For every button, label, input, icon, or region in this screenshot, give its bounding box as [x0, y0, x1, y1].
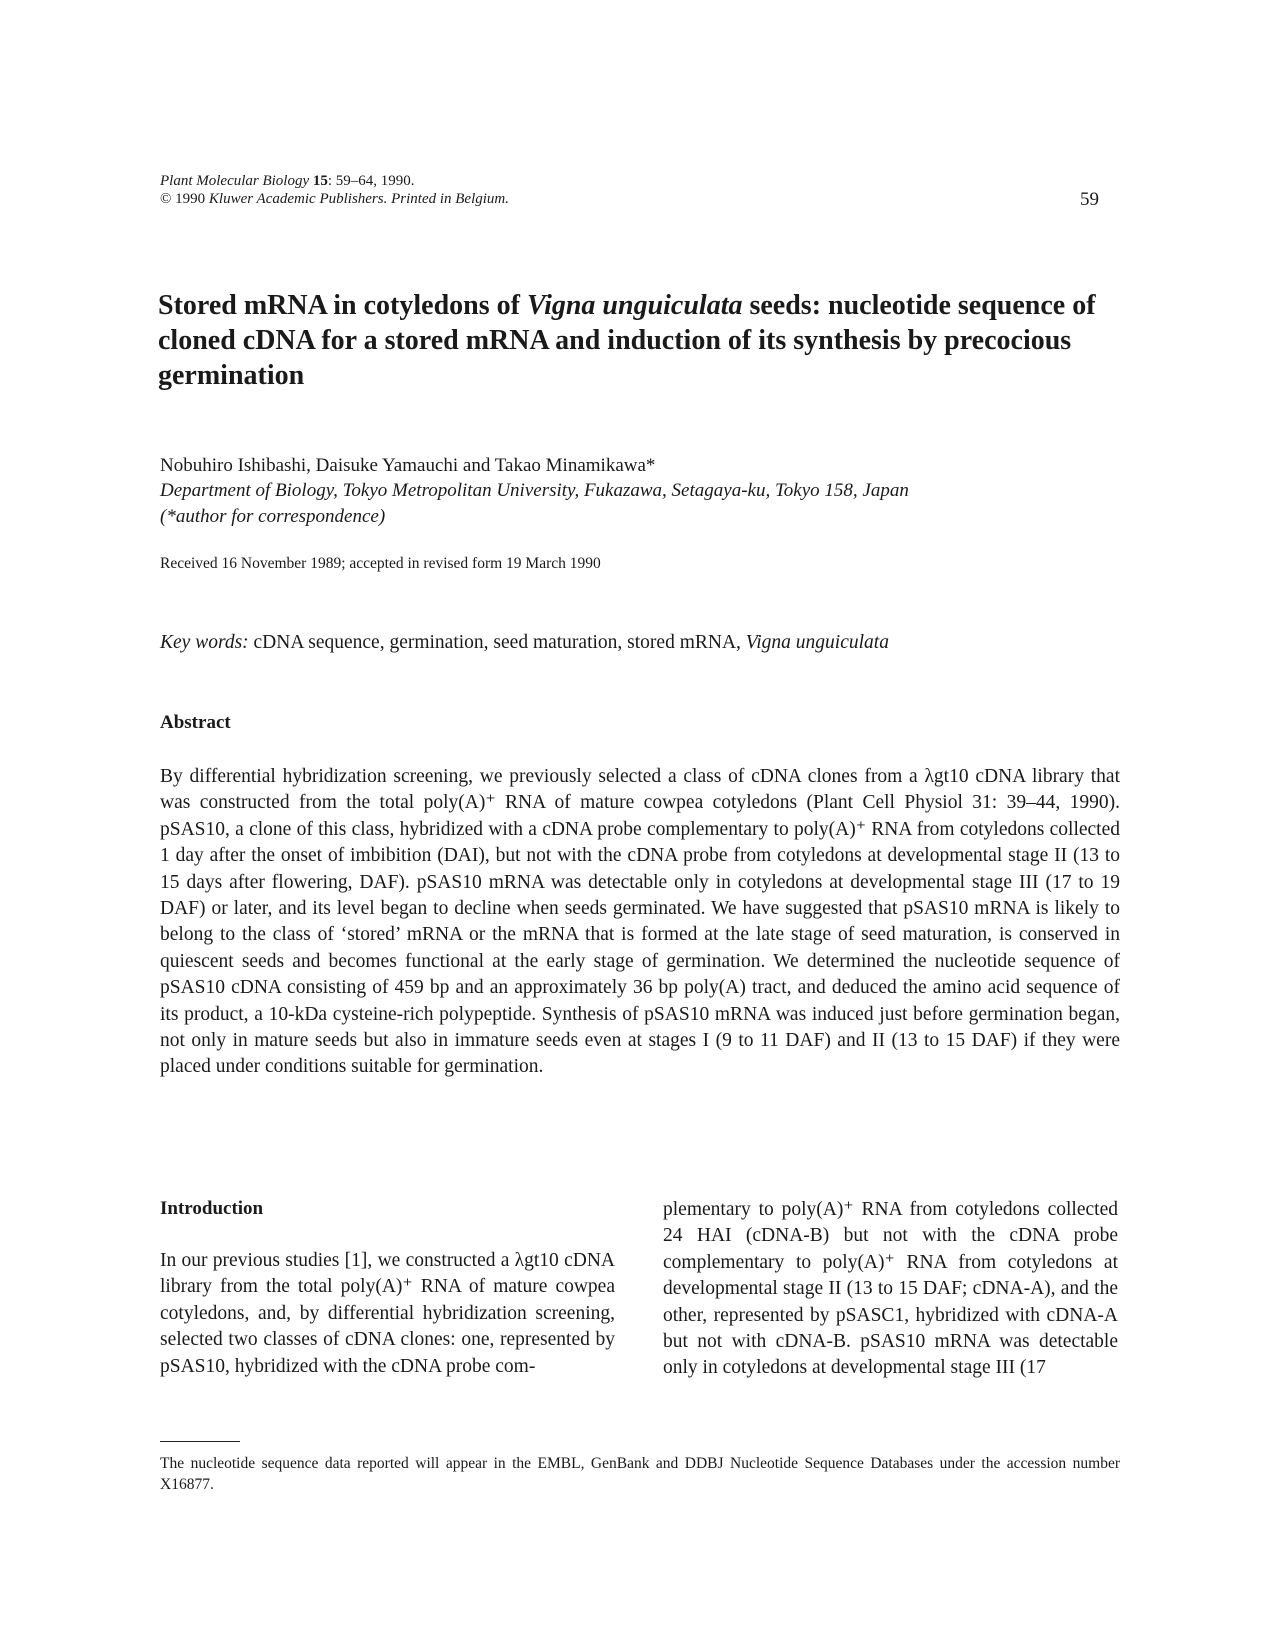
- journal-pages-year: : 59–64, 1990.: [327, 173, 415, 189]
- citation-line: [160, 172, 509, 190]
- journal-header: [160, 172, 509, 208]
- journal-name: Plant Molecular Biology: [160, 173, 310, 189]
- author-list: Nobuhiro Ishibashi, Daisuke Yamauchi and Takao Minamikawa*: [160, 455, 656, 476]
- footnote-divider: [160, 1441, 240, 1442]
- footnote: The nucleotide sequence data reported will appear in the EMBL, GenBank and DDBJ Nucleotide Sequence Databases under the accession number X16877.: [160, 1455, 1120, 1493]
- introduction-heading: Introduction: [160, 1198, 264, 1219]
- keywords: [160, 632, 889, 654]
- title-part-2: seeds: nucleotide sequence of cloned cDNA for a stored mRNA and induction of its synthesis by precocious germination: [158, 290, 1096, 391]
- keywords-label: Key words:: [160, 632, 249, 653]
- correspondence-note: (*author for correspondence): [160, 506, 386, 527]
- page-number: 59: [1080, 189, 1099, 210]
- keywords-species: Vigna unguiculata: [745, 632, 889, 653]
- abstract-text: By differential hybridization screening, we previously selected a class of cDNA clones from a λgt10 cDNA library that was constructed from the total poly(A)⁺ RNA of mature cowpea cotyledons (Plant Cell Physiol 31: 39–44, 1990). pSAS10, a clone of this class, hybridized with a cDNA probe complementary to poly(A)⁺ RNA from cotyledons collected 1 day after the onset of imbibition (DAI), but not with the cDNA probe from cotyledons at developmental stage II (13 to 15 days after flowering, DAF). pSAS10 mRNA was detectable only in cotyledons at developmental stage III (17 to 19 DAF) or later, and its level began to decline when seeds germinated. We have suggested that pSAS10 mRNA is likely to belong to the class of ‘stored’ mRNA or the mRNA that is formed at the late stage of seed maturation, is conserved in quiescent seeds and becomes functional at the early stage of germination. We determined the nucleotide sequence of pSAS10 cDNA consisting of 459 bp and an approximately 36 bp poly(A) tract, and deduced the amino acid sequence of its product, a 10-kDa cysteine-rich polypeptide. Synthesis of pSAS10 mRNA was induced just before germination began, not only in mature seeds but also in immature seeds even at stages I (9 to 11 DAF) and II (13 to 15 DAF) if they were placed under conditions suitable for germination.: [160, 766, 1120, 1078]
- article-title: [158, 288, 1118, 393]
- copyright-symbol: © 1990: [160, 191, 206, 207]
- copyright-line: [160, 190, 509, 208]
- introduction-right-column: plementary to poly(A)⁺ RNA from cotyledons collected 24 HAI (cDNA-B) but not with the cDNA probe complementary to poly(A)⁺ RNA from cotyledons at developmental stage II (13 to 15 DAF; cDNA-A), and the other, represented by pSASC1, hybridized with cDNA-A but not with cDNA-B. pSAS10 mRNA was detectable only in cotyledons at developmental stage III (17: [663, 1199, 1118, 1379]
- journal-volume: 15: [312, 173, 328, 189]
- affiliation-address: Department of Biology, Tokyo Metropolitan University, Fukazawa, Setagaya-ku, Tokyo 158, Japan: [160, 480, 909, 501]
- publisher-text: Kluwer Academic Publishers. Printed in Belgium.: [208, 191, 510, 207]
- received-dates: Received 16 November 1989; accepted in revised form 19 March 1990: [160, 555, 601, 572]
- abstract-heading: Abstract: [160, 712, 231, 733]
- affiliation: [160, 478, 909, 530]
- title-species: Vigna unguiculata: [526, 290, 743, 321]
- title-part-1: Stored mRNA in cotyledons of: [158, 290, 527, 321]
- introduction-left-column: In our previous studies [1], we constructed a λgt10 cDNA library from the total poly(A)⁺ RNA of mature cowpea cotyledons, and, by differential hybridization screening, selected two classes of cDNA clones: one, represented by pSAS10, hybridized with the cDNA probe com-: [160, 1250, 615, 1377]
- keywords-text: cDNA sequence, germination, seed maturation, stored mRNA,: [248, 632, 746, 653]
